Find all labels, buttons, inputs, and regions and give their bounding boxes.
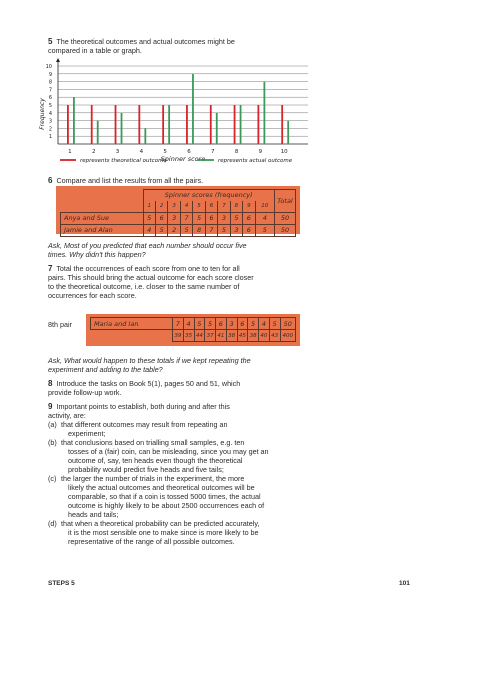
frequency-cell: 6 xyxy=(237,318,248,330)
y-tick-label: 5 xyxy=(48,103,52,109)
ask-1-line-2: times. Why didn't this happen? xyxy=(48,250,146,259)
table-row-cumulative xyxy=(91,330,296,342)
x-tick-label: 2 xyxy=(91,149,96,155)
cumulative-cell: 35 xyxy=(183,330,194,342)
section-9-line-2: activity, are: xyxy=(48,411,86,420)
x-tick-label: 4 xyxy=(139,149,144,155)
total-cell: 50 xyxy=(275,212,296,224)
frequency-cell: 5 xyxy=(248,318,259,330)
frequency-cell: 4 xyxy=(143,224,155,236)
section-5-line-2: compared in a table or graph. xyxy=(48,46,142,55)
ask-1-line-1: Ask, Most of you predicted that each number should occur five xyxy=(48,241,247,250)
section-text: Introduce the tasks on Book 5(1), pages 50 and 51, which xyxy=(56,379,241,388)
frequency-cell: 6 xyxy=(155,212,167,224)
point-text-line: heads and tails; xyxy=(68,510,119,519)
results-table xyxy=(60,189,296,237)
y-tick-label: 8 xyxy=(48,79,52,86)
ask-2-line-1: Ask, What would happen to these totals if we kept repeating the xyxy=(48,356,251,365)
legend-theoretical-label: represents theoretical outcome xyxy=(80,158,167,164)
footer-book-title: STEPS 5 xyxy=(48,580,75,587)
y-tick-label: 4 xyxy=(48,110,52,117)
total-cell: 50 xyxy=(280,318,296,330)
total-cell: 50 xyxy=(275,224,296,236)
table-header-number: 8 xyxy=(230,201,242,213)
pair-name-cell: Anya and Sue xyxy=(61,212,144,224)
x-tick-label: 8 xyxy=(234,149,239,155)
cumulative-cell: 38 xyxy=(226,330,237,342)
section-6-line xyxy=(48,176,203,185)
ask-2-line-2: experiment and adding to the table? xyxy=(48,365,163,374)
table-row xyxy=(61,212,296,224)
table-header-number: 6 xyxy=(205,201,217,213)
point-text-line: the larger the number of trials in the experiment, the more xyxy=(61,474,245,483)
y-tick-label: 3 xyxy=(48,118,52,125)
table-header-number: 3 xyxy=(168,201,180,213)
table-header-title: Spinner scores (frequency) xyxy=(143,190,275,201)
frequency-cell: 6 xyxy=(243,224,255,236)
legend-actual-label: represents actual outcome xyxy=(218,158,293,164)
point-label: (b) xyxy=(48,438,57,447)
table-header-numbers xyxy=(61,201,296,213)
cumulative-cell: 43 xyxy=(269,330,280,342)
point-text-line: experiment; xyxy=(68,429,106,438)
frequency-cell: 6 xyxy=(205,212,217,224)
x-tick-label: 5 xyxy=(163,149,167,155)
section-number: 6 xyxy=(48,176,53,185)
cumulative-cell: 40 xyxy=(259,330,270,342)
point-text-line: representative of the range of all possible outcomes. xyxy=(68,537,235,546)
section-text: Compare and list the results from all the pairs. xyxy=(56,176,204,185)
cumulative-cell: 45 xyxy=(237,330,248,342)
x-tick-label: 7 xyxy=(211,149,215,155)
cumulative-cell: 44 xyxy=(194,330,205,342)
cumulative-cell: 39 xyxy=(173,330,184,342)
frequency-cell: 2 xyxy=(168,224,180,236)
table-header-number: 1 xyxy=(143,201,155,213)
section-text: Total the occurrences of each score from one to ten for all xyxy=(56,264,240,273)
point-label: (c) xyxy=(48,474,57,483)
y-tick-label: 2 xyxy=(48,126,52,133)
frequency-cell: 6 xyxy=(243,212,255,224)
point-text-line: outcome is highly likely to be about 2500 occurrences each of xyxy=(68,501,265,510)
frequency-cell: 5 xyxy=(155,224,167,236)
x-tick-label: 3 xyxy=(115,149,120,155)
point-text-line: it is the most sensible one to make since is more likely to be xyxy=(68,528,259,537)
section-7-line-2: pairs. This should bring the actual outcome for each score closer xyxy=(48,273,254,282)
frequency-cell: 5 xyxy=(194,318,205,330)
section-number: 8 xyxy=(48,379,53,388)
section-8-line-1 xyxy=(48,379,240,388)
frequency-cell: 7 xyxy=(180,212,192,224)
table-header-number: 2 xyxy=(155,201,167,213)
cumulative-cell: 41 xyxy=(216,330,227,342)
frequency-bar-chart xyxy=(38,56,318,168)
point-text-line: likely the actual outcomes and theoretical outcomes will be xyxy=(68,483,255,492)
x-tick-label: 1 xyxy=(68,149,72,155)
frequency-cell: 3 xyxy=(226,318,237,330)
point-text-line: that when a theoretical probability can be predicted accurately, xyxy=(61,519,260,528)
y-axis-label: Frequency xyxy=(39,98,46,130)
frequency-cell: 7 xyxy=(205,224,217,236)
frequency-cell: 3 xyxy=(218,212,230,224)
point-text-line: outcome of, say, ten heads even though the theoretical xyxy=(68,456,243,465)
cumulative-total-cell: 400 xyxy=(280,330,296,342)
x-tick-label: 9 xyxy=(258,149,263,155)
frequency-cell: 4 xyxy=(255,212,274,224)
frequency-cell: 4 xyxy=(183,318,194,330)
section-number: 9 xyxy=(48,402,53,411)
x-tick-label: 10 xyxy=(280,149,288,155)
table-header-number: 4 xyxy=(180,201,192,213)
point-text-line: comparable, so that if a coin is tossed 5000 times, the actual xyxy=(68,492,261,501)
section-7-line-4: occurrences for each score. xyxy=(48,291,137,300)
section-9-line-1 xyxy=(48,402,230,411)
frequency-cell: 5 xyxy=(205,318,216,330)
y-tick-label: 9 xyxy=(48,71,52,78)
point-text-line: that conclusions based on trialling small samples, e.g. ten xyxy=(61,438,245,447)
section-text: The theoretical outcomes and actual outcomes might be xyxy=(56,37,235,46)
frequency-cell: 6 xyxy=(216,318,227,330)
point-label: (a) xyxy=(48,420,57,429)
frequency-cell: 5 xyxy=(143,212,155,224)
pair-name-cell: Jamie and Alan xyxy=(61,224,144,236)
table-row xyxy=(61,224,296,236)
y-tick-label: 7 xyxy=(48,87,52,94)
table-header-number: 7 xyxy=(218,201,230,213)
frequency-cell: 5 xyxy=(230,212,242,224)
table-row xyxy=(91,318,296,330)
table-header-number: 10 xyxy=(255,201,274,213)
frequency-cell: 3 xyxy=(168,212,180,224)
frequency-cell: 5 xyxy=(269,318,280,330)
cumulative-table xyxy=(90,317,296,342)
table-header-total: Total xyxy=(275,190,296,213)
blank-cell xyxy=(91,330,173,342)
frequency-cell: 5 xyxy=(218,224,230,236)
frequency-cell: 5 xyxy=(193,212,205,224)
eighth-pair-label: 8th pair xyxy=(48,320,72,329)
point-text-line: probability would predict five heads and five tails; xyxy=(68,465,224,474)
y-tick-label: 10 xyxy=(45,64,52,70)
point-text-line: tosses of a (fair) coin, can be misleading, since you may get an xyxy=(68,447,269,456)
cumulative-cell: 38 xyxy=(248,330,259,342)
frequency-cell: 7 xyxy=(173,318,184,330)
section-7-line-3: to the theoretical outcome, i.e. closer to the same number of xyxy=(48,282,240,291)
y-axis-arrow xyxy=(56,58,60,62)
frequency-cell: 5 xyxy=(255,224,274,236)
section-7-line-1 xyxy=(48,264,240,273)
cumulative-cell: 37 xyxy=(205,330,216,342)
page-number: 101 xyxy=(399,580,410,587)
frequency-cell: 3 xyxy=(230,224,242,236)
y-tick-label: 1 xyxy=(48,134,52,141)
section-text: Important points to establish, both during and after this xyxy=(56,402,230,411)
section-number: 5 xyxy=(48,37,53,46)
section-5-line-1 xyxy=(48,37,235,46)
section-number: 7 xyxy=(48,264,53,273)
frequency-cell: 4 xyxy=(259,318,270,330)
table-header-number: 5 xyxy=(193,201,205,213)
x-tick-label: 6 xyxy=(187,149,191,155)
table-header-number: 9 xyxy=(243,201,255,213)
point-text-line: that different outcomes may result from repeating an xyxy=(61,420,228,429)
frequency-cell: 8 xyxy=(193,224,205,236)
y-tick-label: 6 xyxy=(48,95,52,102)
point-label: (d) xyxy=(48,519,57,528)
x-axis-label: Spinner score xyxy=(160,155,206,163)
section-8-line-2: provide follow-up work. xyxy=(48,388,122,397)
frequency-cell: 5 xyxy=(180,224,192,236)
pair-name-cell: Maria and Ian xyxy=(91,318,173,330)
